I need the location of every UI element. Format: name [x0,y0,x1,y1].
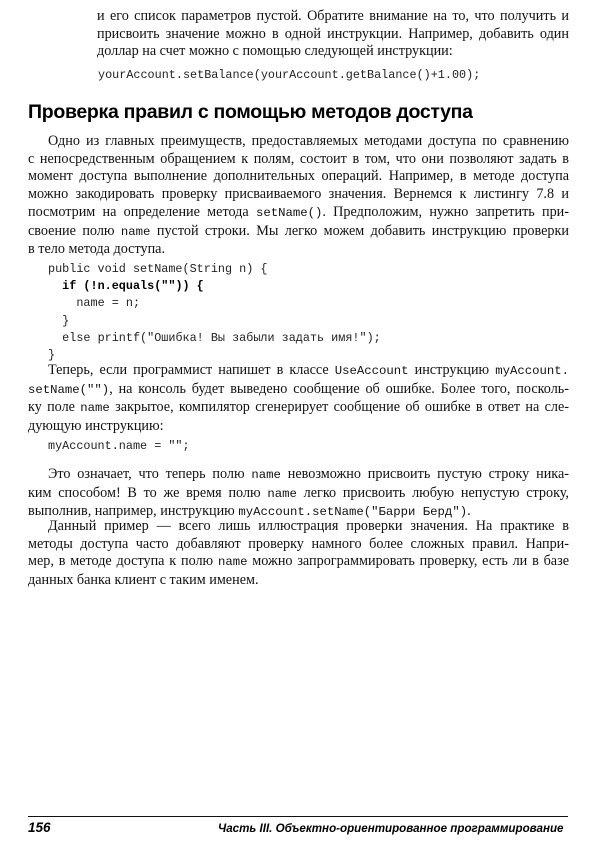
text-line: присвоить значение можно в одной инструкции. Например, добавить один [97,25,569,42]
code-snippet-name-assign: myAccount.name = ""; [48,439,190,453]
text-line: данных банка клиент с таким именем. [28,572,259,589]
inline-code: myAccount. [495,364,569,378]
code-block-setname [48,261,381,364]
text-line: ку поле name закрытое, компилятор сгенерирует сообщение об ошибке в ответ на сле- [28,399,569,416]
text-line: своение полю name пустой строки. Мы легко можем добавить инструкцию проверки [28,222,569,239]
text-line: мер, в методе доступа к полю name можно запрограммировать проверку, есть ли в базе [28,553,569,570]
code-line: } [48,348,56,363]
intro-paragraph [97,8,569,61]
inline-code: name [80,401,110,416]
code-line: name = n; [76,296,141,311]
inline-code: name [120,224,151,239]
inline-code: UseAccount [334,364,409,378]
text-line: и его список параметров пустой. Обратите внимание на то, что получить и [97,8,569,24]
text-line: setName(""), на консоль будет выведено сообщение об ошибке. Более того, посколь- [28,380,569,397]
text-line: момент доступа выполнение дополнительных операций. Например, в методе доступа [28,168,569,185]
inline-code: myAccount.setName("Барри Берд") [238,505,468,520]
text-line: выполнив, например, инструкцию myAccount.setName("Барри Берд"). [28,503,471,520]
running-footer-title: Часть III. Объектно-ориентированное программирование [218,822,564,835]
code-line: else printf("Ошибка! Вы забыли задать имя!"); [62,330,381,345]
paragraph-3 [28,466,569,522]
inline-code: setName() [255,205,323,220]
inline-code: name [267,486,297,501]
text-line: посмотрим на определение метода setName(). Предположим, нужно запретить при- [28,203,569,220]
text-line: ким способом! В то же время полю name легко присвоить любую непустую строку, [28,484,569,501]
text-line: с непосредственным обращением к полям, состоит в том, что они позволяют задать в [28,150,569,167]
text-line: Данный пример — всего лишь иллюстрация проверки значения. На практике в [48,518,569,534]
inline-code: name [217,555,248,570]
text-line: Теперь, если программист напишет в классе UseAccount инструкцию myAccount. [48,362,569,378]
code-line: } [62,313,70,328]
text-line: методы доступа часто добавляют проверку намного более сложных правил. Напри- [28,535,569,552]
footer-divider [28,816,568,817]
text-line: доллар на счет можно с помощью следующей инструкции: [97,43,453,60]
text-line: дующую инструкцию: [28,418,164,435]
paragraph-1 [28,133,569,259]
inline-code: name [251,468,281,482]
text-line: Это означает, что теперь полю name невозможно присвоить пустую строку ника- [48,466,569,482]
inline-code: setName("") [28,382,110,397]
section-heading: Проверка правил с помощью методов доступа [28,101,473,123]
code-line: if (!n.equals("")) { [62,279,204,294]
code-line: public void setName(String n) { [48,262,268,276]
paragraph-2 [28,362,569,436]
text-line: Одно из главных преимуществ, предоставляемых методами доступа по сравнению [48,133,569,149]
paragraph-4 [28,518,569,590]
code-snippet-balance: yourAccount.setBalance(yourAccount.getBalance()+1.00); [98,68,481,82]
text-line: в тело метода доступа. [28,241,166,258]
page-number: 156 [28,820,51,835]
text-line: можно закодировать проверку присваиваемого значения. Вернемся к листингу 7.8 и [28,186,569,203]
